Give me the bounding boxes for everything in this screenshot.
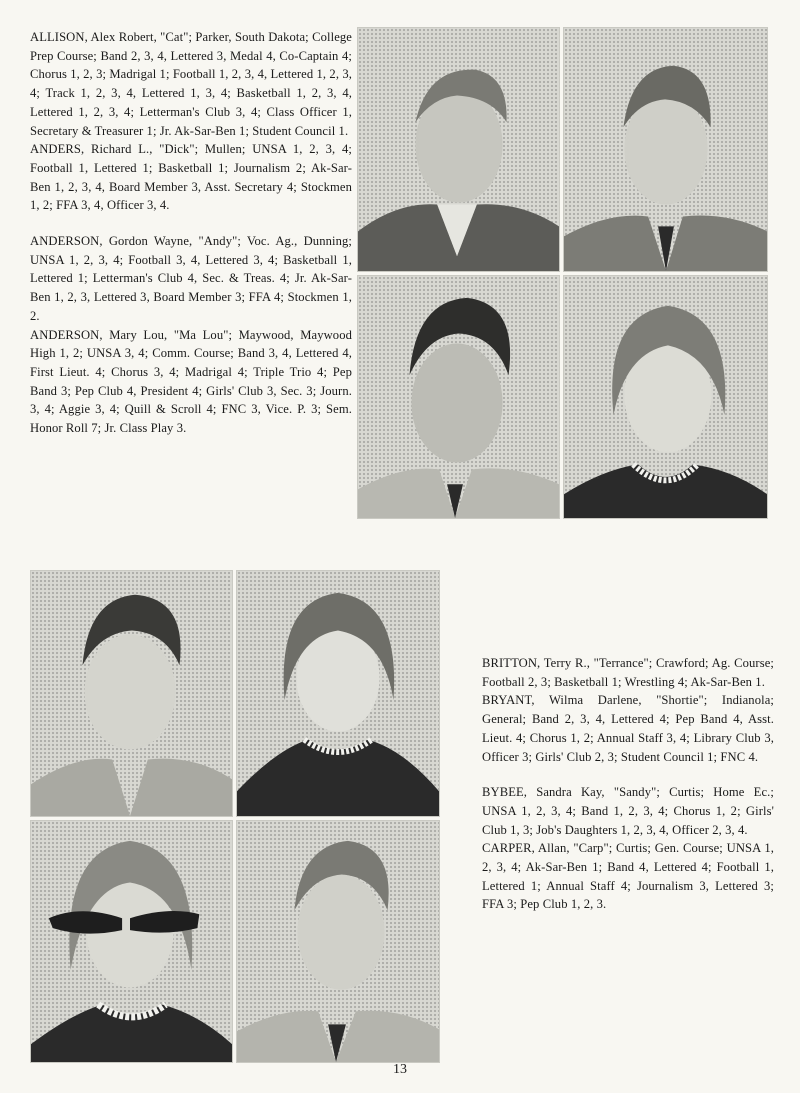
page-number: 13: [393, 1062, 407, 1077]
portrait-photo-britton: [30, 570, 233, 817]
portrait-photo-anderson-gordon: [357, 275, 560, 519]
bio-column-top: [30, 28, 352, 438]
bio-britton: BRITTON, Terry R., "Terrance"; Crawford; Ag. Course; Football 2, 3; Basketball 1; Wrestling 4; Ak-Sar-Ben 1.: [482, 656, 774, 689]
bio-carper: CARPER, Allan, "Carp"; Curtis; Gen. Course; UNSA 1, 2, 3, 4; Ak-Sar-Ben 1; Band 4, Lettered 4; Football 1, Lettered 1; Annual Staff 4; Journalism 3, Lettered 3; FFA 3; Pep Club 1, 2, 3.: [482, 841, 774, 912]
bio-column-bottom: [482, 654, 774, 914]
portrait-photo-anderson-mary-lou: [563, 275, 768, 519]
bio-bryant: BRYANT, Wilma Darlene, "Shortie"; Indianola; General; Band 2, 3, 4, Lettered 4; Pep Band 4, Asst. Lieut. 4; Chorus 1, 2; Annual Staff 3, 4; Library Club 3, Officer 3; Girls' Club 2, 3; Student Council 1; FNC 4.: [482, 693, 774, 764]
bio-allison: ALLISON, Alex Robert, "Cat"; Parker, South Dakota; College Prep Course; Band 2, 3, 4, Lettered 3, Medal 4, Co-Captain 4; Chorus 1, 2, 3; Madrigal 1; Football 1, 2, 3, 4, Lettered 1, 2, 3, 4; Track 1, 2, 3, 4, Lettered 1, 3, 4; Basketball 1, 2, 3, 4, Lettered 1, 2, 3, 4; Letterman's Club 3, 4; Class Officer 1, Secretary & Treasurer 1; Jr. Ak-Sar-Ben 1; Student Council 1.: [30, 30, 352, 138]
bio-anderson-mary-lou: ANDERSON, Mary Lou, "Ma Lou"; Maywood, Maywood High 1, 2; UNSA 3, 4; Comm. Course; Band 3, 4, Lettered 4, First Lieut. 4; Chorus 3, 4; Madrigal 4; Triple Trio 4; Pep Band 3; Pep Club 4, President 4; Girls' Club 3, Sec. 3; Journ. 3, 4; Aggie 3, 4; Quill & Scroll 4; FNC 3, Vice. P. 3; Sem. Honor Roll 7; Jr. Class Play 3.: [30, 327, 352, 436]
portrait-photo-bybee: [30, 820, 233, 1063]
portrait-photo-anders: [563, 27, 768, 272]
bio-anderson-gordon: ANDERSON, Gordon Wayne, "Andy"; Voc. Ag., Dunning; UNSA 1, 2, 3, 4; Football 3, 4, Lettered 3, 4; Basketball 1, Lettered 1; Letterman's Club 4, Sec. & Treas. 4; Jr. Ak-Sar-Ben 1, 2, 3, Lettered 3, Board Member 3; FFA 4; Stockmen 1, 2.: [30, 234, 352, 323]
bio-anders: ANDERS, Richard L., "Dick"; Mullen; UNSA 1, 2, 3, 4; Football 1, Lettered 1; Basketball 1; Journalism 2; Ak-Sar-Ben 1, 2, 3, 4, Board Member 3, Asst. Secretary 4; Stockmen 1, 2; FFA 3, 4, Officer 3, 4.: [30, 142, 352, 213]
portrait-photo-allison: [357, 27, 560, 272]
portrait-photo-carper: [236, 820, 440, 1063]
portrait-photo-bryant: [236, 570, 440, 817]
bio-bybee: BYBEE, Sandra Kay, "Sandy"; Curtis; Home Ec.; UNSA 1, 2, 3, 4; Band 1, 2, 3, 4; Chorus 1, 2; Girls' Club 1, 3; Job's Daughters 1, 2, 3, 4, Officer 2, 3, 4.: [482, 785, 774, 837]
